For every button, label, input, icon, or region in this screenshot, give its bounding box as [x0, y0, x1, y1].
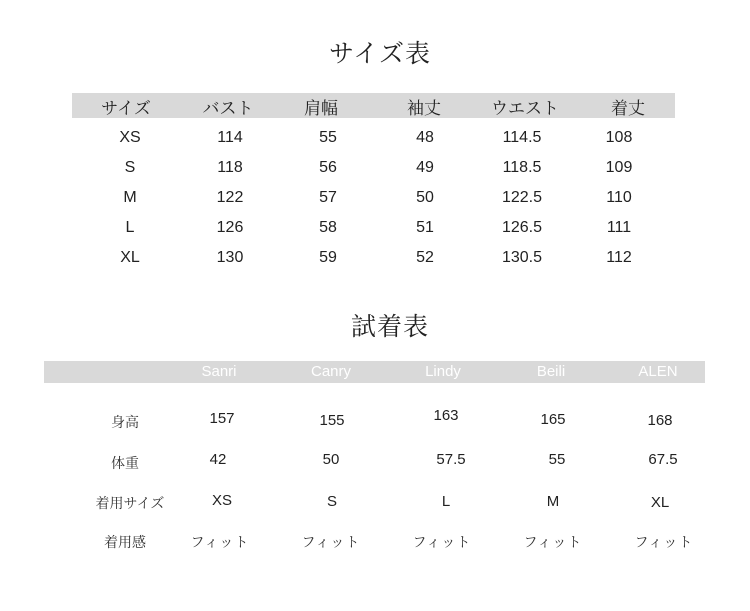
fit-value: 55: [548, 451, 566, 468]
size-cell: 122: [216, 189, 244, 206]
size-header-cell: 着丈: [611, 99, 645, 119]
size-cell: 49: [416, 159, 434, 176]
size-cell: 122.5: [501, 189, 543, 206]
fit-value: 168: [647, 412, 673, 429]
fitting-row-weight: [0, 451, 750, 473]
size-cell: 56: [319, 159, 337, 176]
row-label: 着用感: [104, 535, 146, 551]
fit-value: XS: [211, 492, 233, 509]
fit-value: 165: [540, 411, 566, 428]
size-cell: 126.5: [501, 219, 543, 236]
model-name: Lindy: [425, 363, 461, 380]
fitting-row-fit-feel: [0, 531, 750, 553]
fit-value: 163: [433, 407, 459, 424]
fit-value: 42: [209, 451, 227, 468]
size-cell: M: [123, 189, 137, 206]
fit-value: フィット: [634, 535, 694, 551]
row-label: 身高: [111, 415, 139, 431]
size-header-cell: 袖丈: [407, 99, 441, 119]
model-name: ALEN: [638, 363, 678, 380]
size-cell: 112: [606, 249, 632, 266]
fit-value: フィット: [412, 535, 472, 551]
size-header-cell: サイズ: [101, 99, 151, 119]
fitting-table-header: [44, 361, 705, 383]
size-cell: 111: [606, 219, 632, 236]
fit-value: 57.5: [436, 451, 466, 468]
size-cell: 126: [216, 219, 244, 236]
size-table-row: [0, 249, 750, 271]
row-label: 着用サイズ: [95, 496, 165, 512]
size-header-cell: ウエスト: [491, 99, 559, 119]
size-cell: L: [125, 219, 135, 236]
model-name: Canry: [310, 363, 352, 380]
fitting-table-title: 試着表: [350, 312, 429, 341]
fit-value: S: [326, 493, 338, 510]
fit-value: XL: [650, 494, 670, 511]
fit-value: フィット: [190, 535, 250, 551]
fitting-row-worn-size: [0, 492, 750, 514]
size-cell: 58: [319, 219, 337, 236]
size-cell: 130.5: [501, 249, 543, 266]
size-cell: 57: [319, 189, 337, 206]
size-cell: S: [124, 159, 136, 176]
size-cell: 130: [216, 249, 244, 266]
fit-value: フィット: [301, 535, 361, 551]
fit-value: 157: [209, 410, 235, 427]
size-table-row: [0, 189, 750, 211]
size-cell: 51: [416, 219, 434, 236]
size-table-header: [72, 93, 675, 118]
size-cell: 59: [319, 249, 337, 266]
size-cell: 50: [416, 189, 434, 206]
model-name: Beili: [536, 363, 566, 380]
size-header-cell: バスト: [202, 99, 254, 119]
size-cell: 48: [416, 129, 434, 146]
size-cell: 108: [605, 129, 633, 146]
size-cell: XL: [120, 249, 140, 266]
fit-value: 50: [322, 451, 340, 468]
size-table-row: [0, 159, 750, 181]
model-name: Sanri: [201, 363, 237, 380]
size-header-cell: 肩幅: [304, 99, 338, 119]
size-table-row: [0, 129, 750, 151]
size-cell: 118.5: [502, 159, 542, 176]
size-cell: 52: [416, 249, 434, 266]
size-cell: 109: [605, 159, 633, 176]
size-cell: 114.5: [502, 129, 542, 146]
size-cell: 55: [319, 129, 337, 146]
fit-value: 155: [319, 412, 345, 429]
size-cell: 110: [606, 189, 632, 206]
fit-value: フィット: [523, 535, 583, 551]
size-cell: 114: [217, 129, 243, 146]
size-cell: XS: [119, 129, 141, 146]
fit-value: 67.5: [648, 451, 678, 468]
size-cell: 118: [217, 159, 243, 176]
fit-value: L: [441, 493, 451, 510]
row-label: 体重: [111, 456, 139, 472]
size-table-row: [0, 219, 750, 241]
size-table-title: サイズ表: [328, 39, 431, 68]
fitting-row-height: [0, 407, 750, 432]
fit-value: M: [546, 493, 560, 510]
